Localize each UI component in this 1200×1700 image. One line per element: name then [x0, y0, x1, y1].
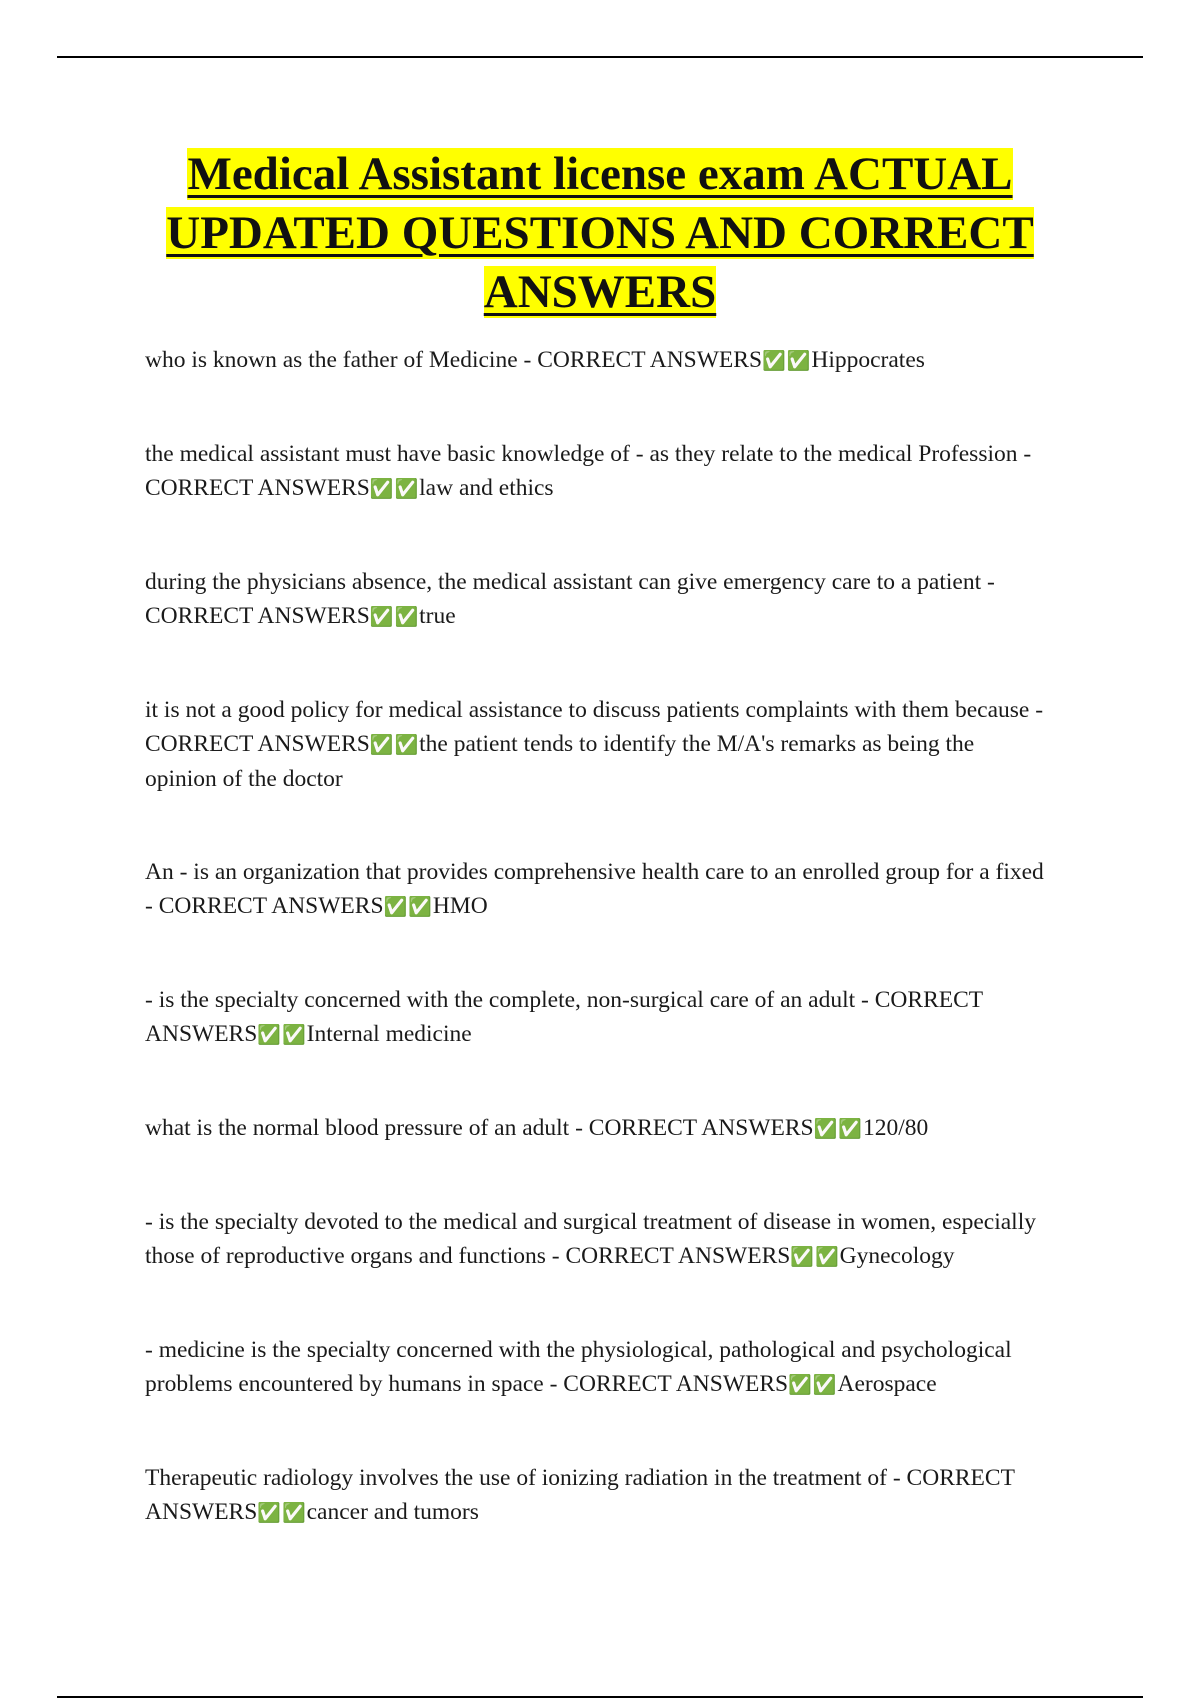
qa-question: during the physicians absence, the medical assistant can give emergency care to a patient - CORRECT ANSWERS [145, 569, 995, 629]
qa-question: - medicine is the specialty concerned with the physiological, pathological and psychological problems encountered by humans in space - CORRECT ANSWERS [145, 1337, 1012, 1397]
qa-question: - is the specialty devoted to the medical and surgical treatment of disease in women, especially those of reproductive organs and functions - CORRECT ANSWERS [145, 1209, 1036, 1269]
qa-answer: Gynecology [839, 1243, 955, 1269]
document-title [100, 145, 1100, 322]
qa-item [145, 1111, 1050, 1146]
check-mark-icon: ✅✅ [369, 478, 420, 500]
check-mark-icon: ✅✅ [369, 606, 420, 628]
top-rule [57, 56, 1143, 58]
qa-item [145, 983, 1050, 1052]
qa-item [145, 1333, 1050, 1402]
qa-item [145, 693, 1050, 796]
qa-question: it is not a good policy for medical assistance to discuss patients complaints with them because - CORRECT ANSWERS [145, 697, 1044, 757]
check-mark-icon: ✅✅ [813, 1118, 863, 1140]
qa-question: the medical assistant must have basic knowledge of - as they relate to the medical Profession - CORRECT ANSWERS [145, 441, 1032, 501]
qa-question: who is known as the father of Medicine - CORRECT ANSWERS [145, 347, 763, 373]
qa-item [145, 565, 1050, 634]
check-mark-icon: ✅✅ [790, 1246, 840, 1268]
qa-answer: the patient tends to identify the M/A's remarks as being the opinion of the doctor [145, 731, 975, 792]
qa-question: Therapeutic radiology involves the use of ionizing radiation in the treatment of - CORRECT ANSWERS [145, 1465, 1015, 1525]
check-mark-icon: ✅✅ [369, 734, 420, 756]
check-mark-icon: ✅✅ [762, 350, 812, 372]
qa-item [145, 1461, 1050, 1530]
check-mark-icon: ✅✅ [383, 896, 433, 918]
qa-question: An - is an organization that provides comprehensive health care to an enrolled group for a fixed - CORRECT ANSWERS [145, 859, 1044, 919]
qa-item [145, 437, 1050, 506]
qa-answer: law and ethics [419, 475, 554, 501]
qa-question: what is the normal blood pressure of an adult - CORRECT ANSWERS [145, 1115, 814, 1141]
qa-item [145, 1205, 1050, 1274]
qa-list [145, 343, 1050, 1530]
check-mark-icon: ✅✅ [788, 1374, 838, 1396]
qa-answer: 120/80 [862, 1115, 929, 1141]
qa-answer: Internal medicine [306, 1021, 472, 1047]
qa-answer: Aerospace [837, 1371, 937, 1397]
qa-answer: true [419, 603, 456, 629]
check-mark-icon: ✅✅ [257, 1024, 307, 1046]
qa-answer: cancer and tumors [306, 1499, 479, 1525]
qa-item [145, 855, 1050, 924]
qa-answer: Hippocrates [811, 347, 925, 373]
bottom-rule [57, 1696, 1143, 1698]
qa-answer: HMO [432, 893, 488, 919]
qa-item [145, 343, 1050, 378]
qa-question: - is the specialty concerned with the complete, non-surgical care of an adult - CORRECT ANSWERS [145, 987, 983, 1047]
document-title-text: Medical Assistant license exam ACTUAL UPDATED QUESTIONS AND CORRECT ANSWERS [166, 148, 1034, 318]
check-mark-icon: ✅✅ [257, 1502, 307, 1524]
